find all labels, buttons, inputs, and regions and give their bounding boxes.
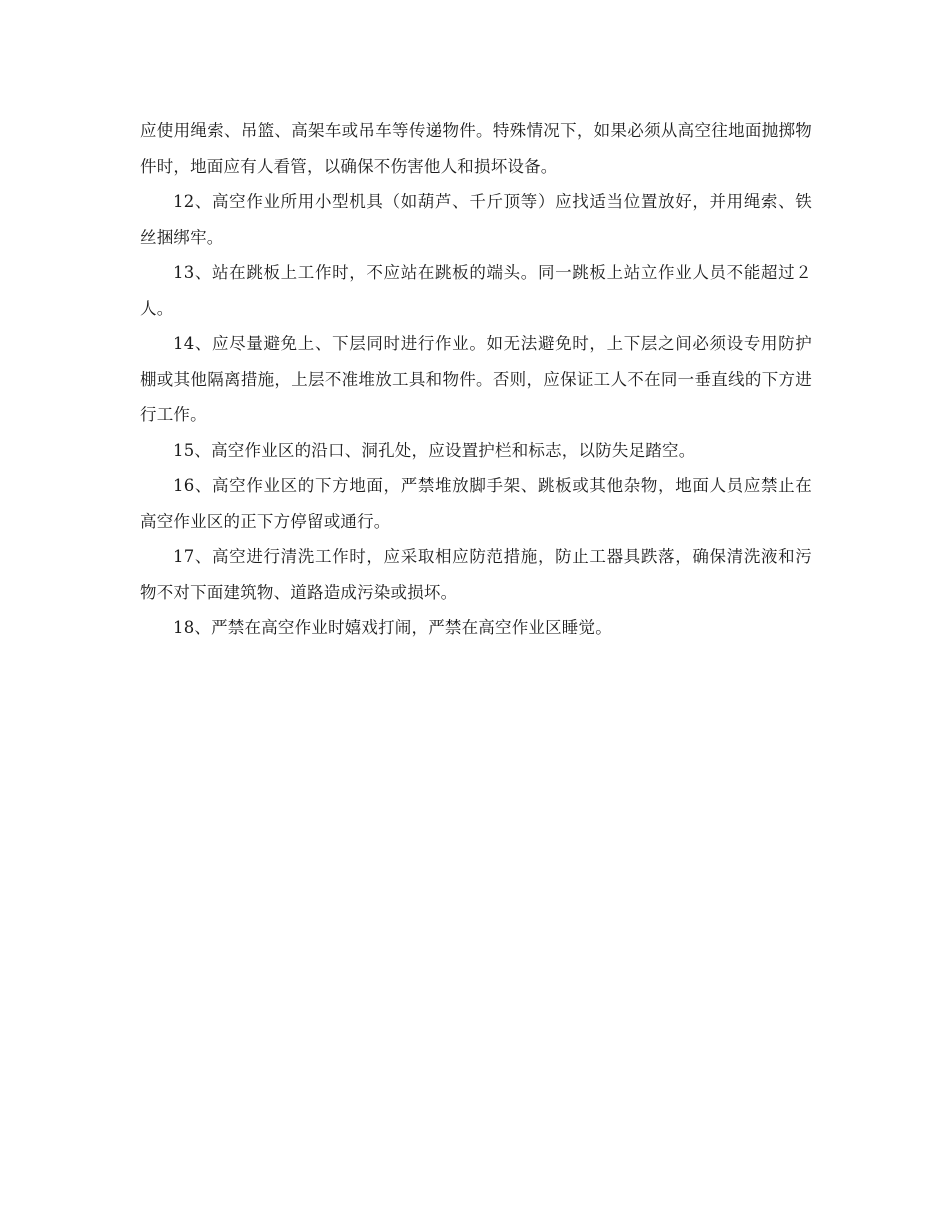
paragraph-continuation: 应使用绳索、吊篮、高架车或吊车等传递物件。特殊情况下，如果必须从高空往地面抛掷物件时，地面应有人看管，以确保不伤害他人和损坏设备。 [140,121,812,176]
paragraph-item-17: 17、高空进行清洗工作时，应采取相应防范措施，防止工器具跌落，确保清洗液和污物不对下面建筑物、道路造成污染或损坏。 [140,547,812,602]
paragraph-item-13: 13、站在跳板上工作时，不应站在跳板的端头。同一跳板上站立作业人员不能超过２人。 [140,263,812,318]
paragraph-item-16: 16、高空作业区的下方地面，严禁堆放脚手架、跳板或其他杂物，地面人员应禁止在高空作业区的正下方停留或通行。 [140,476,812,531]
paragraph-item-12: 12、高空作业所用小型机具（如葫芦、千斤顶等）应找适当位置放好，并用绳索、铁丝捆绑牢。 [140,192,812,247]
document-body [140,113,812,646]
paragraph-item-14: 14、应尽量避免上、下层同时进行作业。如无法避免时，上下层之间必须设专用防护棚或其他隔离措施，上层不准堆放工具和物件。否则，应保证工人不在同一垂直线的下方进行工作。 [140,334,812,424]
paragraph-item-18: 18、严禁在高空作业时嬉戏打闹，严禁在高空作业区睡觉。 [173,618,612,637]
paragraph-item-15: 15、高空作业区的沿口、洞孔处，应设置护栏和标志，以防失足踏空。 [173,440,696,460]
